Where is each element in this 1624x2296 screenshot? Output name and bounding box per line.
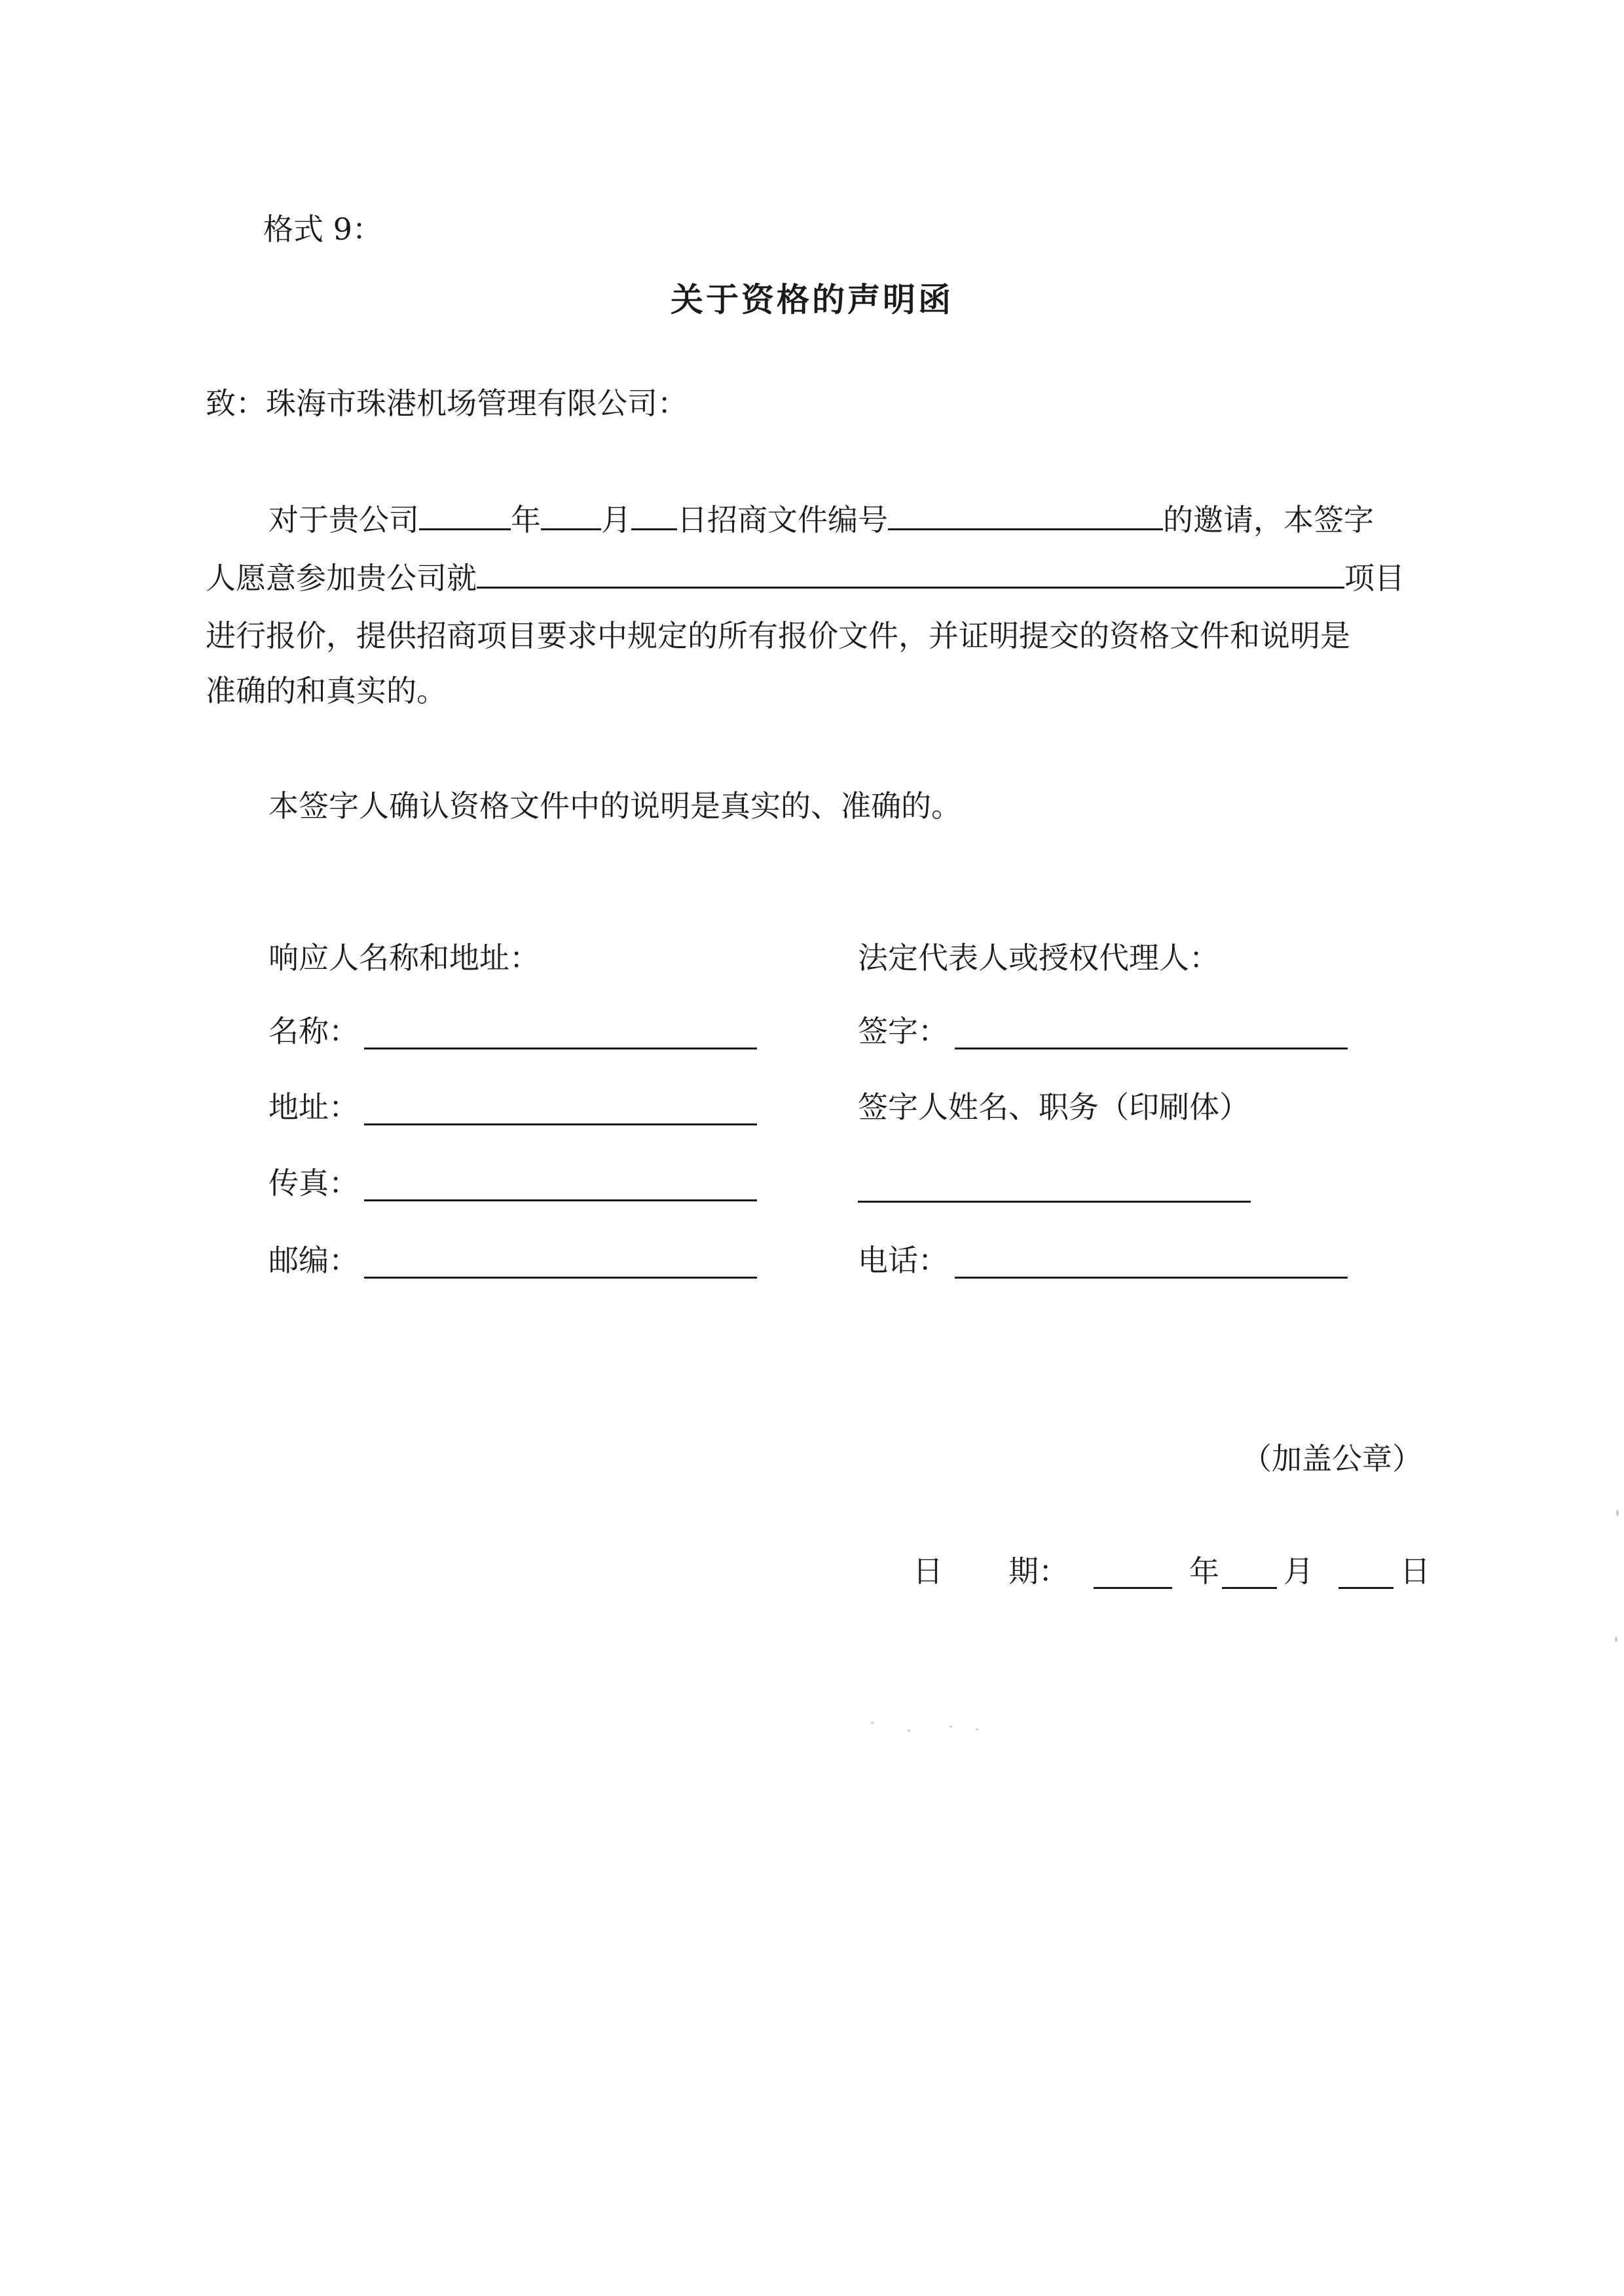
p1-year: 年: [511, 502, 541, 538]
format-label: 格式 9：: [263, 211, 382, 247]
day-blank: [631, 500, 677, 530]
scan-speck: [871, 1722, 874, 1724]
seal-note: （加盖公章）: [1242, 1441, 1422, 1476]
scan-speck: [908, 1730, 910, 1732]
paragraph-1-line-2: [206, 558, 1405, 596]
date-month-label: 月: [1283, 1554, 1314, 1589]
printed-name-label: 签字人姓名、职务（印刷体）: [858, 1089, 1249, 1125]
phone-field[interactable]: [955, 1277, 1348, 1279]
paragraph-2: 本签字人确认资格文件中的说明是真实的、准确的。: [268, 788, 961, 824]
scan-speck: [1615, 1637, 1617, 1642]
scan-speck: [950, 1726, 952, 1728]
signature-field[interactable]: [955, 1048, 1348, 1049]
p1-month: 月: [601, 502, 631, 538]
date-day-field[interactable]: [1338, 1587, 1393, 1589]
name-label: 名称：: [268, 1013, 359, 1049]
addressee: 致：珠海市珠港机场管理有限公司：: [206, 386, 688, 421]
name-field[interactable]: [364, 1048, 757, 1049]
fax-label: 传真：: [268, 1165, 359, 1201]
signature-label: 签字：: [858, 1013, 948, 1049]
p1-day-number: 日招商文件编号: [677, 502, 888, 538]
paragraph-1-line-4: 准确的和真实的。: [206, 673, 447, 708]
date-month-field[interactable]: [1222, 1587, 1277, 1589]
p1-line2-start: 人愿意参加贵公司就: [206, 560, 477, 596]
document-title: 关于资格的声明函: [671, 280, 953, 319]
phone-label: 电话：: [858, 1243, 948, 1278]
date-label-day-char: 日: [913, 1554, 943, 1589]
month-blank: [541, 500, 601, 530]
fax-field[interactable]: [364, 1199, 757, 1201]
respondent-heading: 响应人名称和地址：: [268, 940, 540, 975]
date-year-field[interactable]: [1094, 1587, 1172, 1589]
scan-speck: [1616, 1510, 1619, 1516]
representative-heading: 法定代表人或授权代理人：: [858, 940, 1219, 975]
date-day-label: 日: [1400, 1554, 1430, 1589]
paragraph-1-line-1: [268, 500, 1374, 538]
p1-text-company: 对于贵公司: [268, 502, 419, 538]
date-year-label: 年: [1189, 1554, 1219, 1589]
p1-invite: 的邀请，本签字: [1163, 502, 1374, 538]
date-label-period: 期：: [1008, 1554, 1069, 1589]
postcode-label: 邮编：: [268, 1243, 359, 1278]
address-field[interactable]: [364, 1123, 757, 1125]
scan-speck: [976, 1728, 978, 1730]
p1-line2-end: 项目: [1344, 560, 1405, 596]
paragraph-1-line-3: 进行报价，提供招商项目要求中规定的所有报价文件，并证明提交的资格文件和说明是: [206, 618, 1350, 653]
postcode-field[interactable]: [364, 1277, 757, 1279]
doc-number-blank: [888, 500, 1163, 530]
project-blank: [477, 558, 1344, 589]
address-label: 地址：: [268, 1089, 359, 1125]
printed-name-field[interactable]: [858, 1201, 1251, 1203]
year-blank: [419, 500, 511, 530]
